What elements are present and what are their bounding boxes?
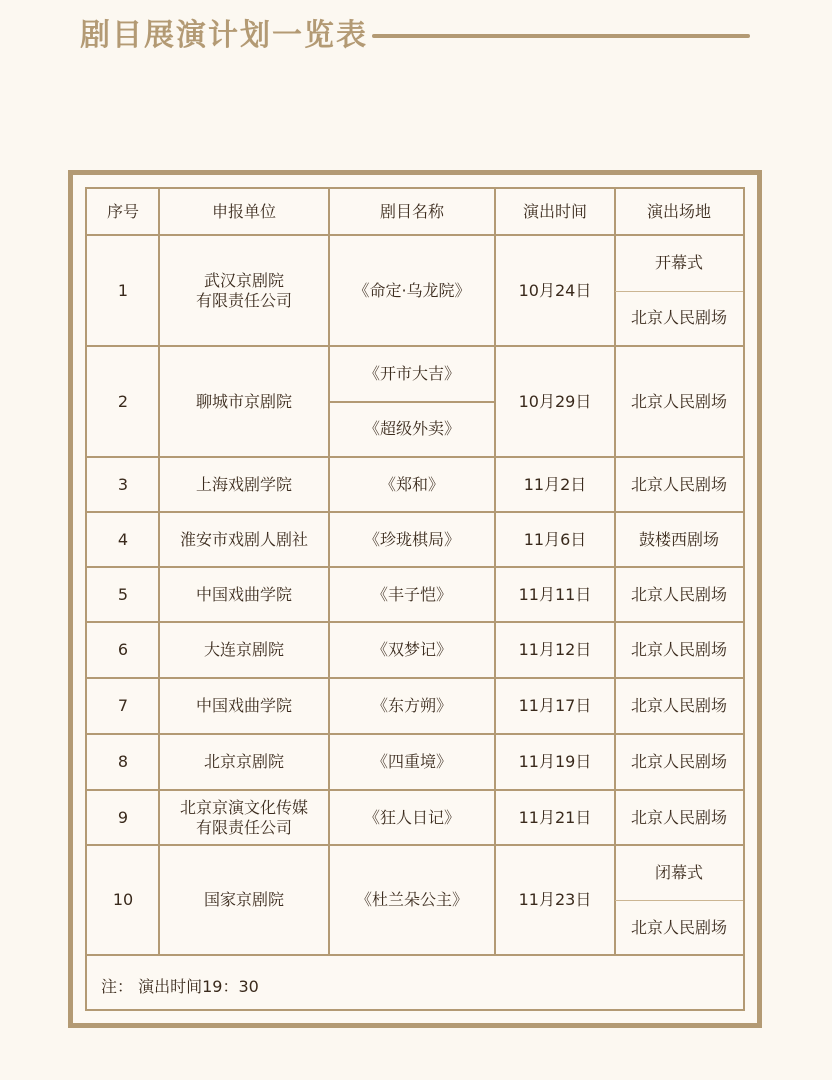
row-number: 1 xyxy=(117,280,129,300)
cell-unit xyxy=(159,235,329,346)
cell-split-line xyxy=(615,291,743,292)
cell-play xyxy=(329,567,495,622)
play-title: 《狂人日记》 xyxy=(363,807,460,827)
cell-play-bottom xyxy=(329,402,495,458)
ceremony-label: 开幕式 xyxy=(654,252,703,272)
unit-name: 北京京剧院 xyxy=(203,752,284,771)
performance-date: 10月29日 xyxy=(518,391,592,411)
cell-no xyxy=(87,235,159,346)
cell-time xyxy=(495,512,615,567)
unit-name-line1: 武汉京剧院 xyxy=(203,270,284,290)
cell-unit xyxy=(159,845,329,955)
venue-name: 鼓楼西剧场 xyxy=(638,529,719,549)
unit-name: 国家京剧院 xyxy=(203,890,284,909)
header-no: 序号 xyxy=(106,202,139,221)
cell-no xyxy=(87,845,159,955)
cell-time xyxy=(495,845,615,955)
table-note: 注： 演出时间19：30 xyxy=(101,977,259,996)
cell-unit xyxy=(159,512,329,567)
cell-time xyxy=(495,235,615,346)
cell-no xyxy=(87,678,159,734)
unit-name: 上海戏剧学院 xyxy=(195,474,292,494)
cell-play xyxy=(329,790,495,845)
play-title: 《超级外卖》 xyxy=(363,419,460,439)
venue-name: 北京人民剧场 xyxy=(630,917,727,937)
play-title: 《开市大吉》 xyxy=(363,363,460,383)
cell-unit xyxy=(159,790,329,845)
play-title: 《四重境》 xyxy=(371,752,452,771)
cell-no xyxy=(87,567,159,622)
performance-date: 11月17日 xyxy=(518,696,592,715)
cell-play xyxy=(329,457,495,512)
cell-no xyxy=(87,346,159,457)
header-play: 剧目名称 xyxy=(379,202,444,221)
venue-name: 北京人民剧场 xyxy=(630,391,727,411)
cell-time xyxy=(495,346,615,457)
cell-venue xyxy=(615,567,743,622)
cell-play xyxy=(329,622,495,678)
cell-no xyxy=(87,622,159,678)
row-number: 9 xyxy=(117,807,129,827)
play-title: 《命定·乌龙院》 xyxy=(353,280,471,300)
header-venue: 演出场地 xyxy=(646,202,711,221)
performance-date: 11月23日 xyxy=(518,890,592,909)
cell-play xyxy=(329,734,495,790)
play-title: 《东方朔》 xyxy=(371,696,452,715)
cell-time xyxy=(495,678,615,734)
cell-time xyxy=(495,790,615,845)
cell-unit xyxy=(159,457,329,512)
cell-no xyxy=(87,790,159,845)
row-number: 2 xyxy=(117,391,129,411)
cell-time xyxy=(495,622,615,678)
venue-name: 北京人民剧场 xyxy=(630,807,727,827)
cell-unit xyxy=(159,346,329,457)
performance-date: 11月19日 xyxy=(518,752,592,771)
performance-date: 11月12日 xyxy=(518,640,592,659)
unit-name: 中国戏曲学院 xyxy=(195,696,292,715)
cell-unit xyxy=(159,678,329,734)
unit-name: 大连京剧院 xyxy=(203,640,284,659)
cell-venue xyxy=(615,734,743,790)
header-unit: 申报单位 xyxy=(211,202,276,221)
performance-date: 11月2日 xyxy=(523,474,587,494)
cell-play xyxy=(329,235,495,346)
venue-name: 北京人民剧场 xyxy=(630,640,727,659)
performance-date: 11月6日 xyxy=(523,529,587,549)
ceremony-label: 闭幕式 xyxy=(654,862,703,882)
venue-name: 北京人民剧场 xyxy=(630,584,727,604)
venue-name: 北京人民剧场 xyxy=(630,474,727,494)
cell-venue-top xyxy=(615,845,743,900)
venue-name: 北京人民剧场 xyxy=(630,308,727,328)
unit-name-line2: 有限责任公司 xyxy=(195,290,292,310)
cell-venue-bottom xyxy=(615,900,743,955)
cell-no xyxy=(87,734,159,790)
unit-name: 中国戏曲学院 xyxy=(195,584,292,604)
cell-play xyxy=(329,678,495,734)
row-number: 7 xyxy=(117,696,129,715)
row-number: 5 xyxy=(117,584,129,604)
title-rule xyxy=(372,34,750,38)
play-title: 《丰子恺》 xyxy=(371,584,452,604)
cell-unit xyxy=(159,622,329,678)
row-number: 4 xyxy=(117,529,129,549)
cell-no xyxy=(87,512,159,567)
play-title: 《双梦记》 xyxy=(371,640,452,659)
performance-date: 11月11日 xyxy=(518,584,592,604)
cell-venue xyxy=(615,457,743,512)
unit-name-line1: 北京京演文化传媒 xyxy=(179,797,308,817)
cell-venue xyxy=(615,512,743,567)
play-title: 《郑和》 xyxy=(379,474,444,494)
performance-date: 10月24日 xyxy=(518,280,592,300)
play-title: 《珍珑棋局》 xyxy=(363,529,460,549)
cell-no xyxy=(87,457,159,512)
cell-venue xyxy=(615,790,743,845)
header-time: 演出时间 xyxy=(522,202,587,221)
cell-venue xyxy=(615,346,743,457)
venue-name: 北京人民剧场 xyxy=(630,752,727,771)
cell-venue xyxy=(615,622,743,678)
cell-venue xyxy=(615,678,743,734)
cell-venue-bottom xyxy=(615,291,743,347)
row-number: 6 xyxy=(117,640,129,659)
unit-name-line2: 有限责任公司 xyxy=(195,817,292,837)
schedule-table xyxy=(85,187,745,1011)
cell-time xyxy=(495,457,615,512)
cell-unit xyxy=(159,567,329,622)
cell-time xyxy=(495,567,615,622)
cell-split-line xyxy=(615,900,743,901)
play-title: 《杜兰朵公主》 xyxy=(355,890,468,909)
page-title: 剧目展演计划一览表 xyxy=(80,18,368,53)
cell-split-line xyxy=(329,401,495,403)
cell-play-top xyxy=(329,346,495,402)
cell-time xyxy=(495,734,615,790)
table-grid xyxy=(87,189,743,1009)
row-number: 10 xyxy=(112,890,134,909)
row-number: 3 xyxy=(117,474,129,494)
performance-date: 11月21日 xyxy=(518,807,592,827)
cell-play xyxy=(329,845,495,955)
cell-venue-top xyxy=(615,235,743,291)
cell-unit xyxy=(159,734,329,790)
cell-play xyxy=(329,512,495,567)
unit-name: 聊城市京剧院 xyxy=(195,391,292,411)
venue-name: 北京人民剧场 xyxy=(630,696,727,715)
row-number: 8 xyxy=(117,752,129,771)
table-frame xyxy=(68,170,762,1028)
unit-name: 淮安市戏剧人剧社 xyxy=(179,529,308,549)
